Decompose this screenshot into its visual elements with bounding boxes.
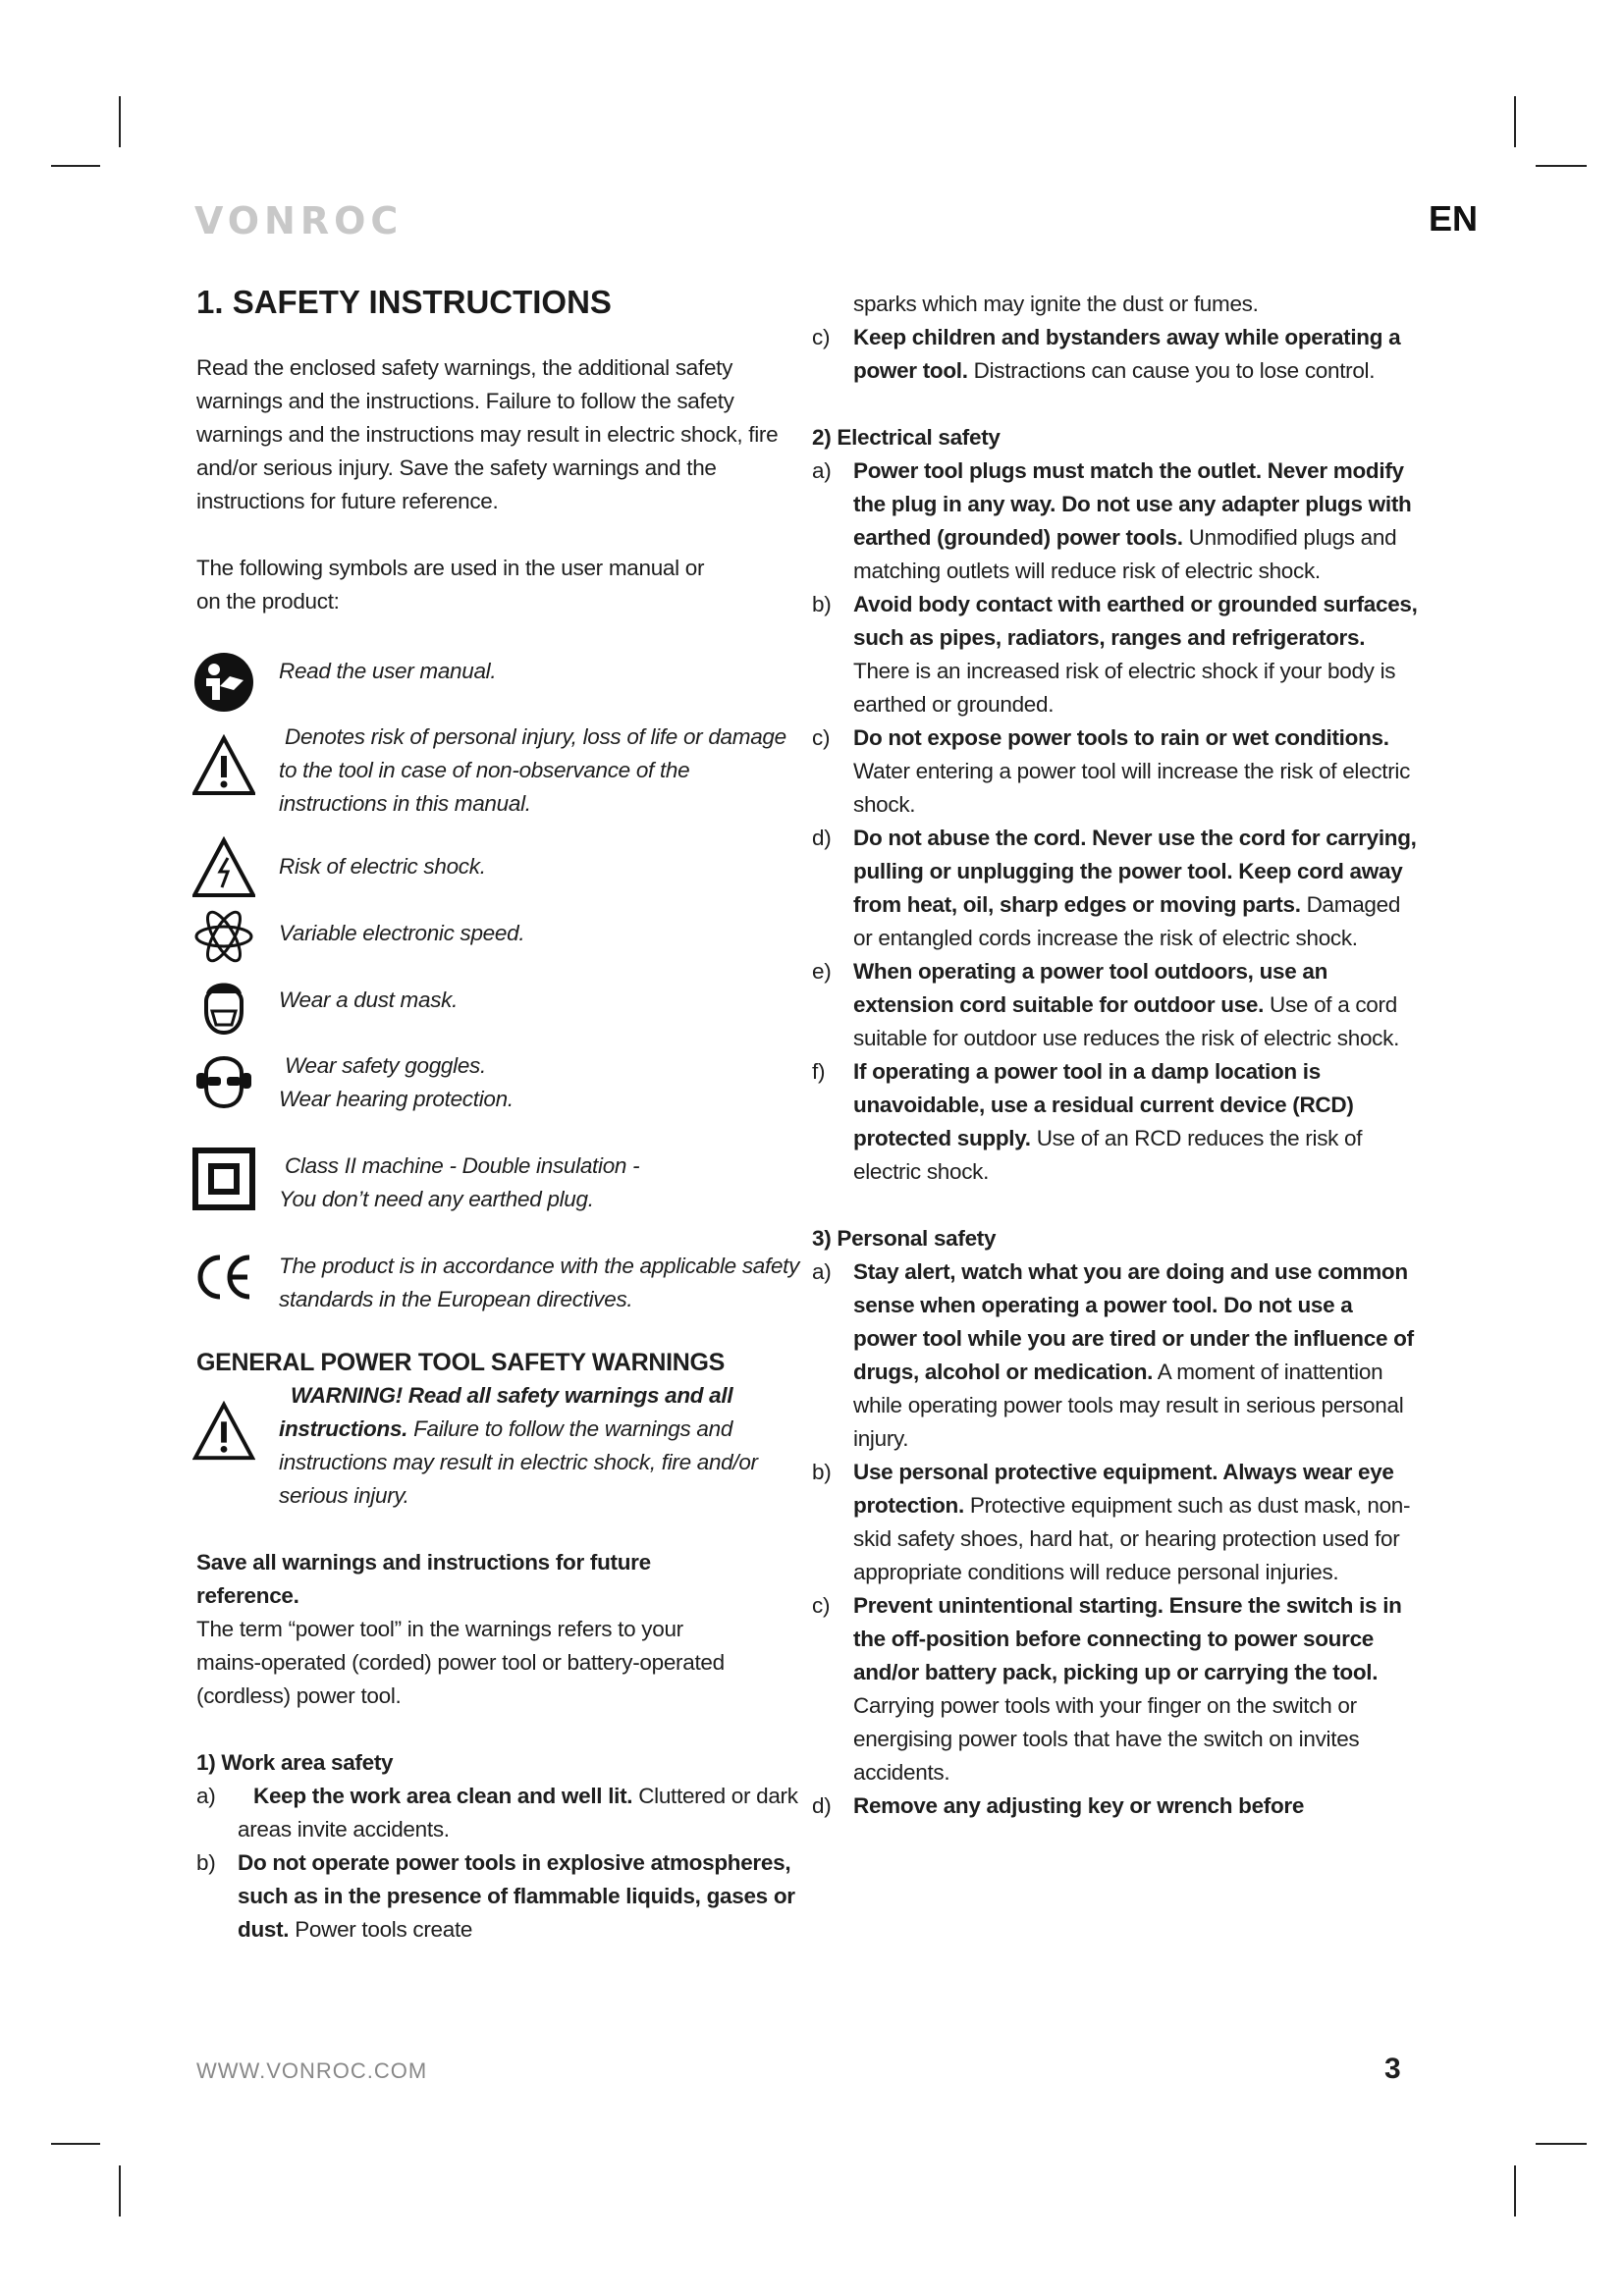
crop-mark: [1514, 96, 1516, 147]
page-title: 1. SAFETY INSTRUCTIONS: [196, 284, 612, 320]
list-item: b) Use personal protective equipment. Always wear eye protection. Protective equipment such as dust mask, non-skid safety shoes, hard hat, or hearing protection used for appropriate conditions will reduce personal injuries.: [812, 1460, 1411, 1584]
language-code: EN: [1429, 198, 1479, 239]
page-number: 3: [1384, 2053, 1401, 2085]
right-column: sparks which may ignite the dust or fumes. c) Keep children and bystanders away while operating a power tool. Distractions can cause you to lose control. 2) Electrical safety a) Power tool plugs must match the outlet. Never modify the plug in any way. Do not use any adapter plugs with earthed (grounded) power tools. Unmodified plugs and matching outlets will reduce risk of electric shock. b) Avoid body contact with earthed or grounded surfaces, such as pipes, radiators, ranges and refrigerators. There is an increased risk of electric shock if your body is earthed or grounded. c) Do not expose power tools to rain or wet conditions. Water entering a power tool will increase the risk of electric shock. d) Do not abuse the cord. Never use the cord for carrying, pulling or unplugging the power tool. Keep cord away from heat, oil, sharp edges or moving parts. Damaged or entangled cords increase the risk of electric shock. e) When operating a power tool outdoors, use an extension cord suitable for outdoor use. Use of a cord suitable for outdoor use reduces the risk of electric shock. f) If operating a power tool in a damp location is unavoidable, use a residual current device (RCD) protected supply. Use of an RCD reduces the risk of electric shock. 3) Personal safety a) Stay alert, watch what you are doing and use common sense when operating a power tool. Do not use a power tool while you are tired or under the influence of drugs, alcohol or medication. A moment of inattention while operating power tools may result in serious personal injury. b) Use personal protective equipment. Always wear eye protection. Protective equipment such as dust mask, non-skid safety shoes, hard hat, or hearing protection used for appropriate conditions will reduce personal injuries. c) Prevent unintentional starting. Ensure the switch is in the off-position before connecting to power source and/or battery pack, picking up or carrying the tool. Carrying power tools with your finger on the switch or energising power tools that have the switch on invites accidents. d) Remove any adjusting key or wrench before: [812, 288, 1421, 1823]
crop-mark: [1536, 165, 1587, 167]
symbol-row: [192, 717, 800, 821]
footer-website-link[interactable]: WWW.VONROC.COM: [196, 2058, 428, 2083]
variable-speed-icon: [192, 905, 255, 968]
work-area-section: 1) Work area safety a) Keep the work area clean and well lit. Cluttered or dark areas invite accidents. b) Do not operate power tools in explosive atmospheres, such as in the presence of flammable liquids, gases or dust. Power tools create: [196, 1746, 800, 1947]
symbol-text: Variable electronic speed.: [279, 921, 525, 945]
general-warnings-heading: GENERAL POWER TOOL SAFETY WARNINGS: [196, 1349, 726, 1376]
ce-mark-icon: [192, 1250, 255, 1312]
warning-block: [196, 1379, 800, 1513]
read-manual-icon: [192, 651, 255, 714]
electrical-safety-heading: 2) Electrical safety: [812, 425, 1001, 450]
symbols-intro: The following symbols are used in the user manual or on the product:: [196, 556, 705, 614]
dust-mask-icon: [192, 972, 255, 1035]
class-ii-icon: [192, 1148, 255, 1210]
warning-paragraph: WARNING! Read all safety warnings and all instructions. Failure to follow the warnings and instructions may result in electric shock, fire and/or serious injury.: [279, 1383, 758, 1508]
list-item: e) When operating a power tool outdoors, use an extension cord suitable for outdoor use. Use of a cord suitable for outdoor use reduces the risk of electric shock.: [812, 959, 1400, 1050]
symbol-row: [192, 972, 800, 1035]
symbol-row: [192, 1148, 800, 1216]
symbol-text: Wear a dust mask.: [279, 988, 459, 1012]
list-item: f) If operating a power tool in a damp location is unavoidable, use a residual current device (RCD) protected supply. Use of an RCD reduces the risk of electric shock.: [812, 1059, 1363, 1184]
symbol-text: The product is in accordance with the applicable safety standards in the European directives.: [279, 1254, 800, 1311]
list-item: c) Keep children and bystanders away while operating a power tool. Distractions can cause you to lose control.: [812, 325, 1401, 383]
symbol-text: Risk of electric shock.: [279, 854, 486, 879]
list-item: d) Do not abuse the cord. Never use the cord for carrying, pulling or unplugging the power tool. Keep cord away from heat, oil, sharp edges or moving parts. Damaged or entangled cords increase the risk of electric shock.: [812, 826, 1417, 950]
crop-mark: [51, 2143, 100, 2145]
crop-mark: [1514, 2165, 1516, 2216]
symbol-text: Read the user manual.: [279, 659, 497, 683]
personal-safety-heading: 3) Personal safety: [812, 1226, 997, 1251]
save-warnings: Save all warnings and instructions for future reference. The term “power tool” in the warnings refers to your mains-operated (corded) power tool or battery-operated (cordless) power tool.: [196, 1550, 725, 1708]
crop-mark: [119, 96, 121, 147]
symbol-text: Class II machine - Double insulation - You don’t need any earthed plug.: [279, 1153, 640, 1211]
warning-triangle-icon: [192, 734, 255, 797]
symbol-row: [192, 1047, 800, 1116]
warning-triangle-icon: [192, 1401, 255, 1462]
list-item: c) Prevent unintentional starting. Ensure the switch is in the off-position before connecting to power source and/or battery pack, picking up or carrying the tool. Carrying power tools with your finger on the switch or energising power tools that have the switch on invites accidents.: [812, 1593, 1402, 1785]
left-column: [196, 283, 800, 1947]
list-item: b) Avoid body contact with earthed or grounded surfaces, such as pipes, radiators, ranges and refrigerators. There is an increased risk of electric shock if your body is earthed or grounded.: [812, 592, 1418, 717]
symbol-row: [192, 905, 800, 968]
symbol-text: Denotes risk of personal injury, loss of life or damage to the tool in case of non-observance of the instructions in this manual.: [279, 724, 786, 816]
symbol-row: [192, 836, 800, 899]
brand-logo: VONROC: [194, 199, 404, 242]
symbol-row: [192, 651, 800, 714]
symbol-text: Wear safety goggles. Wear hearing protection.: [279, 1053, 514, 1111]
electric-shock-icon: [192, 836, 255, 899]
list-item: d) Remove any adjusting key or wrench before: [812, 1793, 1305, 1818]
intro-paragraph: Read the enclosed safety warnings, the additional safety warnings and the instructions. Failure to follow the safety warnings and the instructions may result in electric shock, fire and/or serious injury. Save the safety warnings and the instructions for future reference.: [196, 355, 779, 513]
goggles-ear-protection-icon: [192, 1047, 255, 1110]
crop-mark: [1536, 2143, 1587, 2145]
list-item: a) Power tool plugs must match the outlet. Never modify the plug in any way. Do not use any adapter plugs with earthed (grounded) power tools. Unmodified plugs and matching outlets will reduce risk of electric shock.: [812, 458, 1412, 583]
list-item: b) Do not operate power tools in explosive atmospheres, such as in the presence of flammable liquids, gases or dust. Power tools create: [196, 1850, 795, 1942]
crop-mark: [119, 2165, 121, 2216]
symbol-row: [192, 1248, 800, 1316]
list-item: a) Stay alert, watch what you are doing and use common sense when operating a power tool. Do not use a power tool while you are tired or under the influence of drugs, alcohol or medication. A moment of inattention while operating power tools may result in serious personal injury.: [812, 1259, 1414, 1451]
list-item: a) Keep the work area clean and well lit. Cluttered or dark areas invite accidents.: [196, 1784, 798, 1842]
list-item: c) Do not expose power tools to rain or wet conditions. Water entering a power tool will increase the risk of electric shock.: [812, 725, 1411, 817]
crop-mark: [51, 165, 100, 167]
